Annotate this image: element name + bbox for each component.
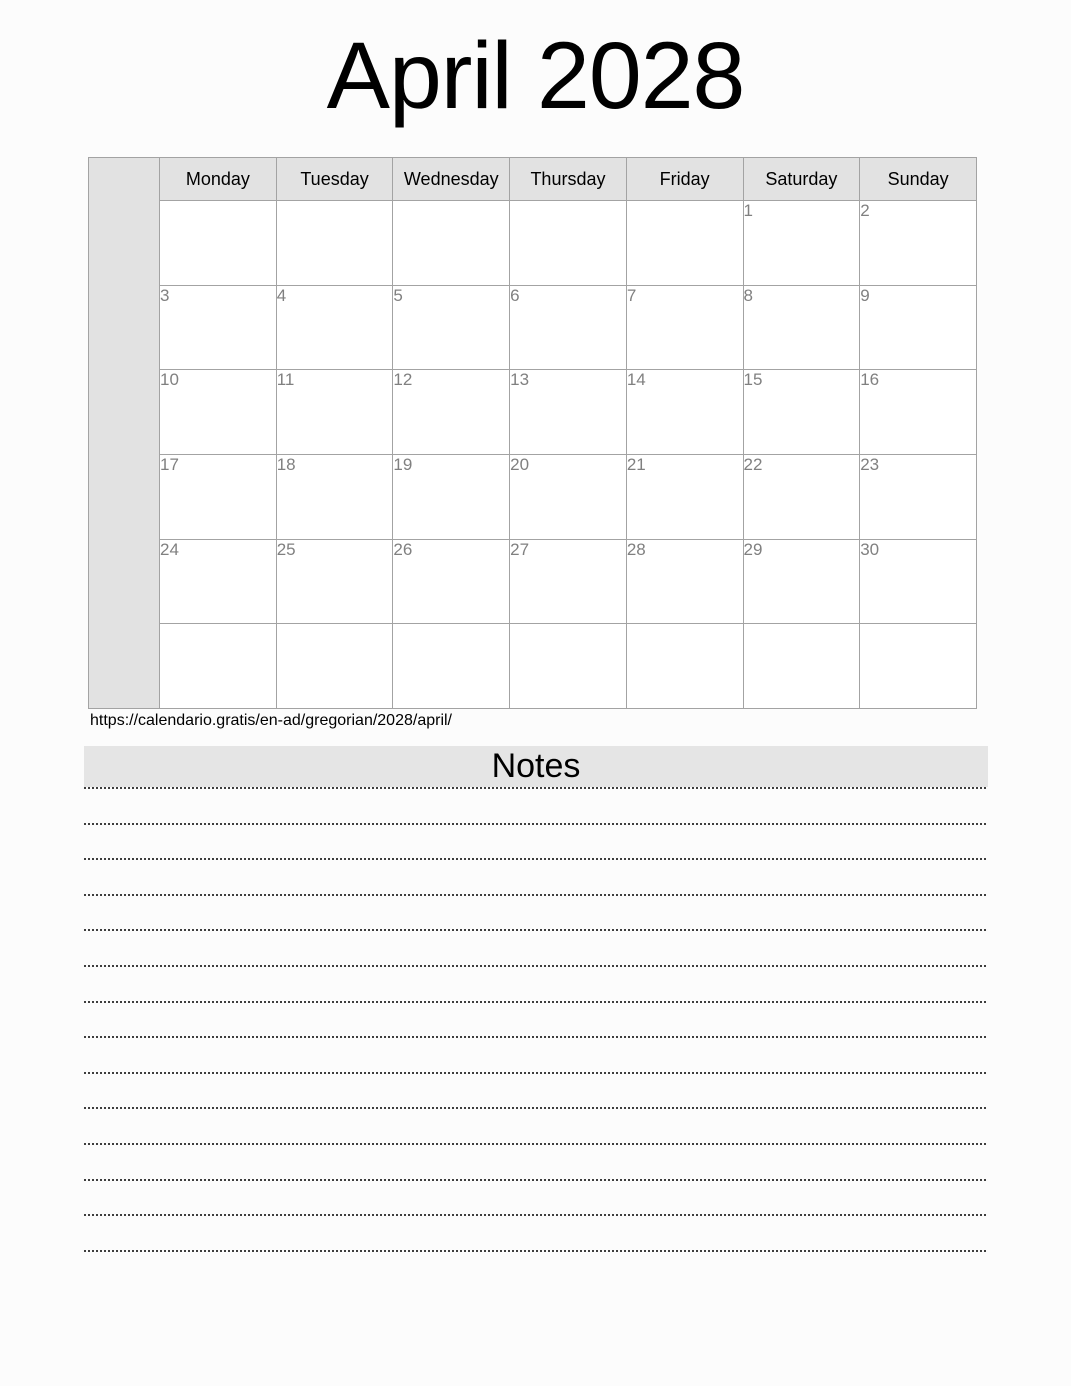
calendar-week-row <box>89 624 977 709</box>
calendar-day-cell-14: 14 <box>626 370 743 455</box>
calendar-day-cell-15: 15 <box>743 370 860 455</box>
calendar-day-cell-12: 12 <box>393 370 510 455</box>
calendar-day-cell-19: 19 <box>393 455 510 540</box>
calendar-day-cell-empty <box>510 201 627 286</box>
weekday-header-saturday: Saturday <box>743 158 860 201</box>
calendar-day-cell-7: 7 <box>626 285 743 370</box>
calendar-day-cell-empty <box>160 624 277 709</box>
calendar-day-cell-20: 20 <box>510 455 627 540</box>
calendar-day-cell-30: 30 <box>860 539 977 624</box>
calendar-day-cell-23: 23 <box>860 455 977 540</box>
calendar-day-cell-empty <box>160 201 277 286</box>
calendar-week-row <box>89 455 977 540</box>
note-line <box>84 1179 988 1181</box>
note-line <box>84 1072 988 1074</box>
notes-lines <box>84 787 988 1252</box>
weekday-header-wednesday: Wednesday <box>393 158 510 201</box>
calendar-day-cell-16: 16 <box>860 370 977 455</box>
note-line <box>84 1036 988 1038</box>
calendar-day-cell-26: 26 <box>393 539 510 624</box>
calendar-day-cell-5: 5 <box>393 285 510 370</box>
calendar-day-cell-21: 21 <box>626 455 743 540</box>
calendar-day-cell-empty <box>393 201 510 286</box>
calendar-day-cell-1: 1 <box>743 201 860 286</box>
calendar-day-cell-empty <box>626 201 743 286</box>
calendar-day-cell-17: 17 <box>160 455 277 540</box>
calendar-day-cell-empty <box>860 624 977 709</box>
source-url: https://calendario.gratis/en-ad/gregorian/2028/april/ <box>90 712 452 729</box>
notes-title: Notes <box>491 747 581 785</box>
calendar-day-cell-6: 6 <box>510 285 627 370</box>
calendar-day-cell-empty <box>510 624 627 709</box>
weekday-header-thursday: Thursday <box>510 158 627 201</box>
note-line <box>84 1214 988 1216</box>
calendar-table <box>88 157 977 709</box>
note-line <box>84 1001 988 1003</box>
note-line <box>84 1143 988 1145</box>
notes-header-underline <box>84 787 988 789</box>
note-line <box>84 1107 988 1109</box>
calendar-day-cell-27: 27 <box>510 539 627 624</box>
calendar-week-row <box>89 370 977 455</box>
calendar-day-cell-13: 13 <box>510 370 627 455</box>
calendar-day-cell-empty <box>626 624 743 709</box>
calendar-day-cell-10: 10 <box>160 370 277 455</box>
weekday-header-tuesday: Tuesday <box>276 158 393 201</box>
weekday-header-sunday: Sunday <box>860 158 977 201</box>
calendar-day-cell-3: 3 <box>160 285 277 370</box>
calendar-day-cell-25: 25 <box>276 539 393 624</box>
weekday-header-row <box>89 158 977 201</box>
calendar-day-cell-9: 9 <box>860 285 977 370</box>
note-line <box>84 965 988 967</box>
calendar-day-cell-28: 28 <box>626 539 743 624</box>
week-number-column <box>89 158 160 709</box>
calendar-day-cell-empty <box>276 624 393 709</box>
calendar-day-cell-11: 11 <box>276 370 393 455</box>
calendar-day-cell-29: 29 <box>743 539 860 624</box>
calendar-day-cell-8: 8 <box>743 285 860 370</box>
calendar-day-cell-empty <box>743 624 860 709</box>
page-title: April 2028 <box>326 23 745 129</box>
calendar-body <box>89 158 977 709</box>
note-line <box>84 1250 988 1252</box>
calendar-day-cell-empty <box>393 624 510 709</box>
calendar-week-row <box>89 201 977 286</box>
calendar-day-cell-24: 24 <box>160 539 277 624</box>
calendar-day-cell-empty <box>276 201 393 286</box>
calendar-day-cell-22: 22 <box>743 455 860 540</box>
note-line <box>84 894 988 896</box>
weekday-header-friday: Friday <box>626 158 743 201</box>
calendar-week-row <box>89 539 977 624</box>
weekday-header-monday: Monday <box>160 158 277 201</box>
calendar-day-cell-4: 4 <box>276 285 393 370</box>
note-line <box>84 929 988 931</box>
note-line <box>84 858 988 860</box>
calendar-week-row <box>89 285 977 370</box>
note-line <box>84 823 988 825</box>
calendar-day-cell-18: 18 <box>276 455 393 540</box>
notes-section <box>84 746 988 1252</box>
calendar-day-cell-2: 2 <box>860 201 977 286</box>
notes-header <box>84 746 988 787</box>
